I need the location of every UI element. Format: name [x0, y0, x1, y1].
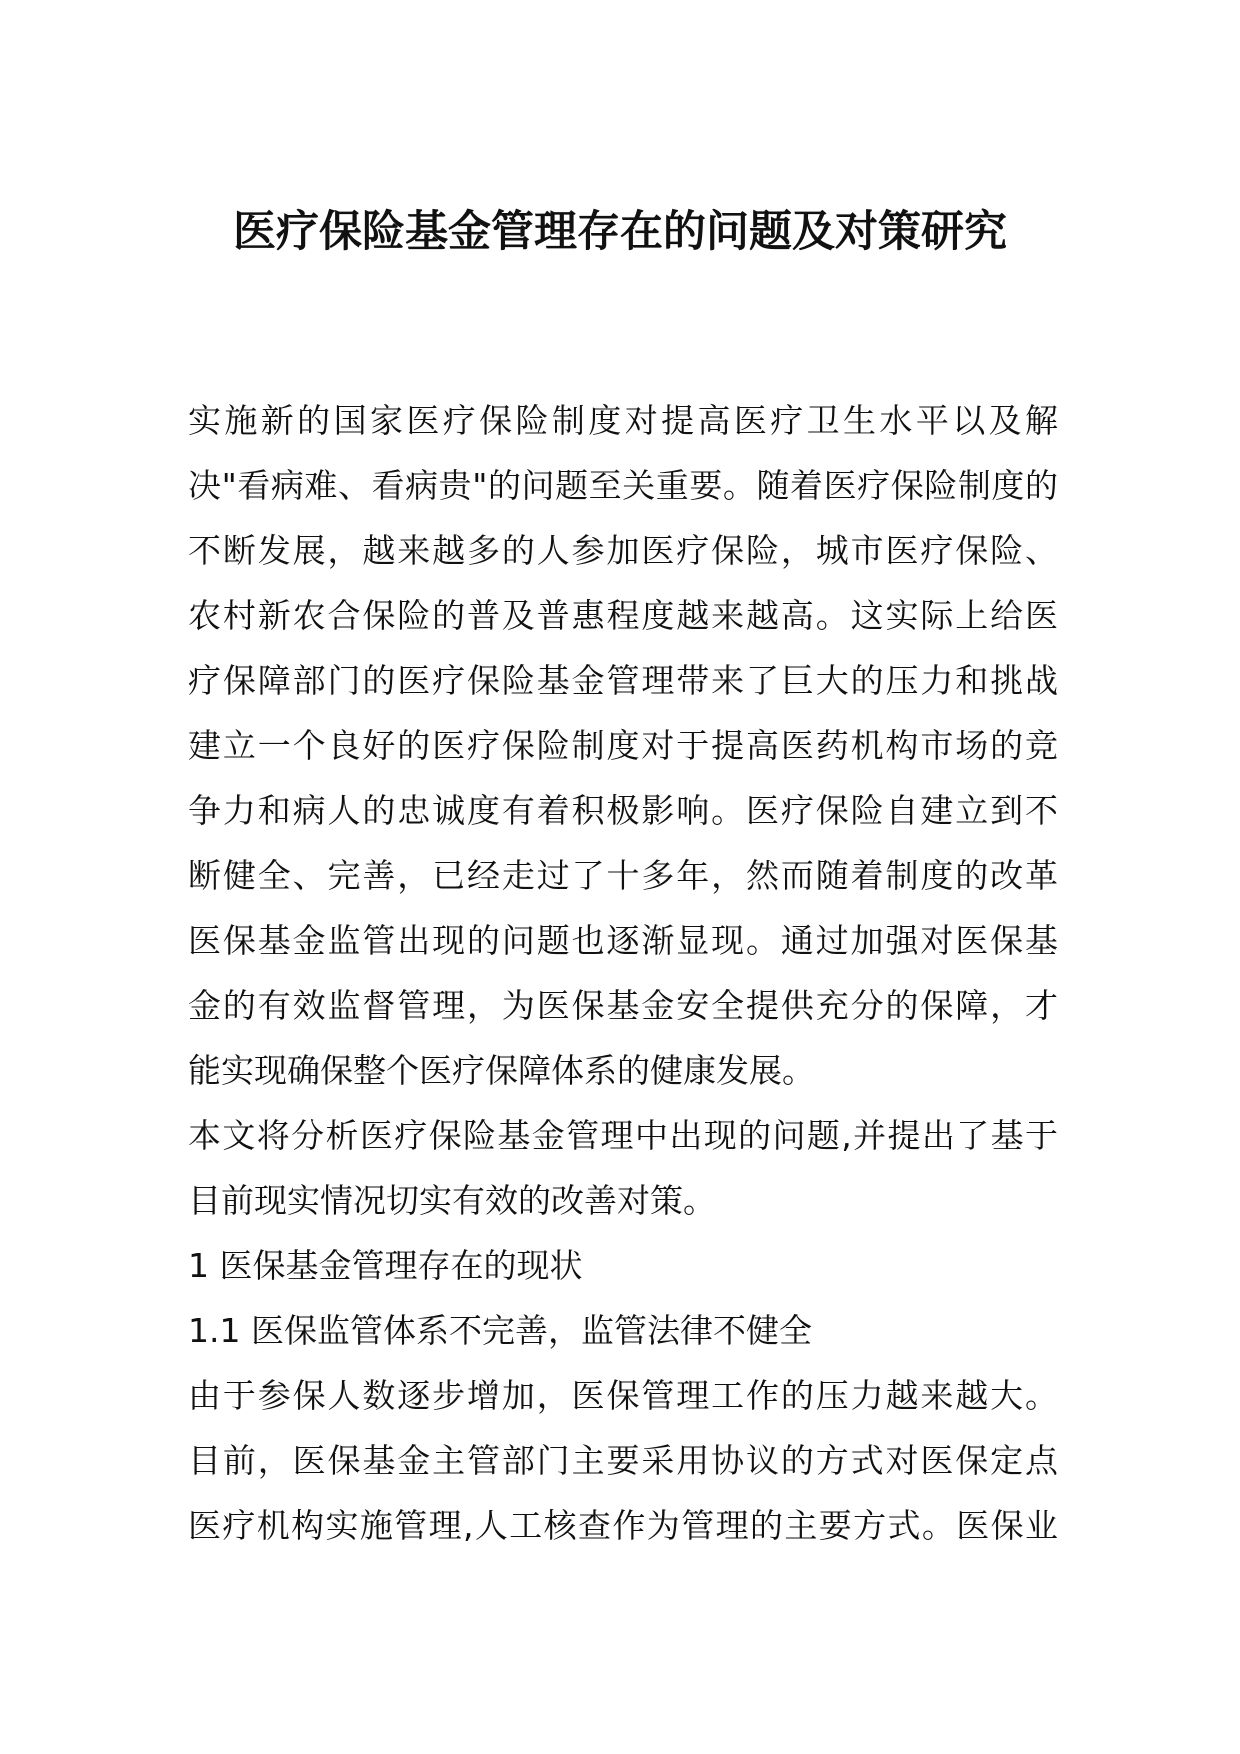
text-line: 争力和病人的忠诚度有着积极影响。医疗保险自建立到不: [188, 791, 1058, 830]
document-title: 医疗保险基金管理存在的问题及对策研究: [233, 207, 1007, 257]
text-line: 目前，医保基金主管部门主要采用协议的方式对医保定点: [188, 1441, 1058, 1480]
section-heading-1: [188, 1233, 1058, 1298]
paragraph-purpose: [188, 1103, 1058, 1233]
text-line: 本文将分析医疗保险基金管理中出现的问题,并提出了基于: [188, 1116, 1058, 1155]
subsection-heading-text: 1.1 医保监管体系不完善，监管法律不健全: [188, 1311, 812, 1350]
text-line: 农村新农合保险的普及普惠程度越来越高。这实际上给医: [188, 596, 1058, 635]
text-line: 目前现实情况切实有效的改善对策。: [188, 1181, 716, 1220]
section-heading-text: 1 医保基金管理存在的现状: [188, 1246, 583, 1285]
text-line: 能实现确保整个医疗保障体系的健康发展。: [188, 1051, 815, 1090]
text-line: 医疗机构实施管理,人工核查作为管理的主要方式。医保业: [188, 1506, 1058, 1545]
text-line: 断健全、完善，已经走过了十多年，然而随着制度的改革: [188, 856, 1058, 895]
text-line: 疗保障部门的医疗保险基金管理带来了巨大的压力和挑战: [188, 661, 1058, 700]
section-heading-1-1: [188, 1298, 1058, 1363]
text-line: 医保基金监管出现的问题也逐渐显现。通过加强对医保基: [188, 921, 1058, 960]
text-line: 金的有效监督管理，为医保基金安全提供充分的保障，才: [188, 986, 1058, 1025]
document-body: [188, 388, 1058, 1558]
paragraph-status: [188, 1363, 1058, 1558]
text-line: 不断发展，越来越多的人参加医疗保险，城市医疗保险、: [188, 531, 1058, 570]
text-line: 决"看病难、看病贵"的问题至关重要。随着医疗保险制度的: [188, 466, 1058, 505]
text-line: 实施新的国家医疗保险制度对提高医疗卫生水平以及解: [188, 401, 1058, 440]
text-line: 建立一个良好的医疗保险制度对于提高医药机构市场的竞: [188, 726, 1058, 765]
paragraph-intro: [188, 388, 1058, 1103]
text-line: 由于参保人数逐步增加，医保管理工作的压力越来越大。: [188, 1376, 1058, 1415]
